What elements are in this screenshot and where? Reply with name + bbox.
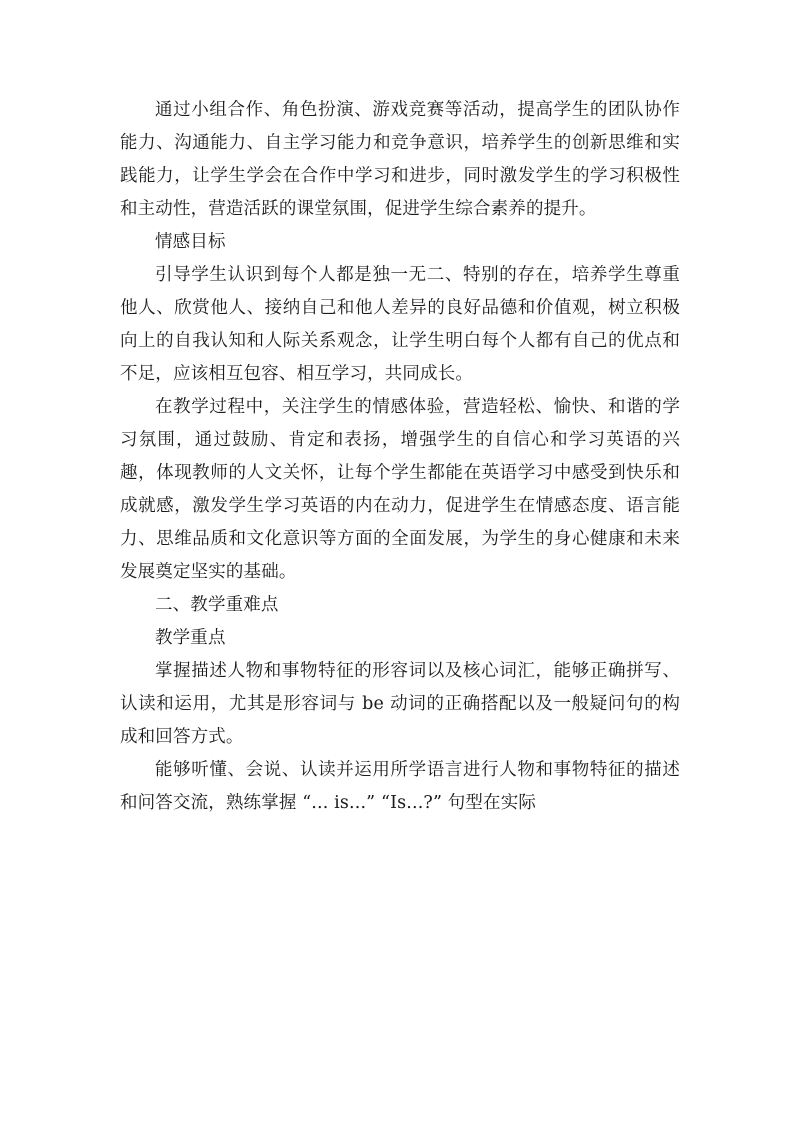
paragraph-teaching-process: 在教学过程中，关注学生的情感体验，营造轻松、愉快、和谐的学习氛围，通过鼓励、肯定和表扬，增强学生的自信心和学习英语的兴趣，体现教师的人文关怀，让每个学生都能在英语学习中感受到快乐和成就感，激发学生学习英语的内在动力，促进学生在情感态度、语言能力、思维品质和文化意识等方面的全面发展，为学生的身心健康和未来发展奠定坚实的基础。 bbox=[120, 397, 680, 582]
heading-teaching-focus: 教学重点 bbox=[155, 628, 226, 648]
heading-emotional-goals: 情感目标 bbox=[155, 232, 226, 252]
document-body bbox=[120, 94, 680, 820]
paragraph-adjectives: 掌握描述人物和事物特征的形容词以及核心词汇，能够正确拼写、认读和运用，尤其是形容词与 be 动词的正确搭配以及一般疑问句的构成和回答方式。 bbox=[120, 661, 680, 747]
paragraph-cooperation-goals: 通过小组合作、角色扮演、游戏竞赛等活动，提高学生的团队协作能力、沟通能力、自主学习能力和竞争意识，培养学生的创新思维和实践能力，让学生学会在合作中学习和进步，同时激发学生的学习积极性和主动性，营造活跃的课堂氛围，促进学生综合素养的提升。 bbox=[120, 100, 680, 219]
paragraph-uniqueness: 引导学生认识到每个人都是独一无二、特别的存在，培养学生尊重他人、欣赏他人、接纳自己和他人差异的良好品德和价值观，树立积极向上的自我认知和人际关系观念，让学生明白每个人都有自己的优点和不足，应该相互包容、相互学习，共同成长。 bbox=[120, 265, 680, 384]
heading-key-difficult-points: 二、教学重难点 bbox=[155, 595, 279, 615]
paragraph-sentence-patterns: 能够听懂、会说、认读并运用所学语言进行人物和事物特征的描述和问答交流，熟练掌握 “... is...” “Is...?” 句型在实际 bbox=[120, 760, 680, 813]
